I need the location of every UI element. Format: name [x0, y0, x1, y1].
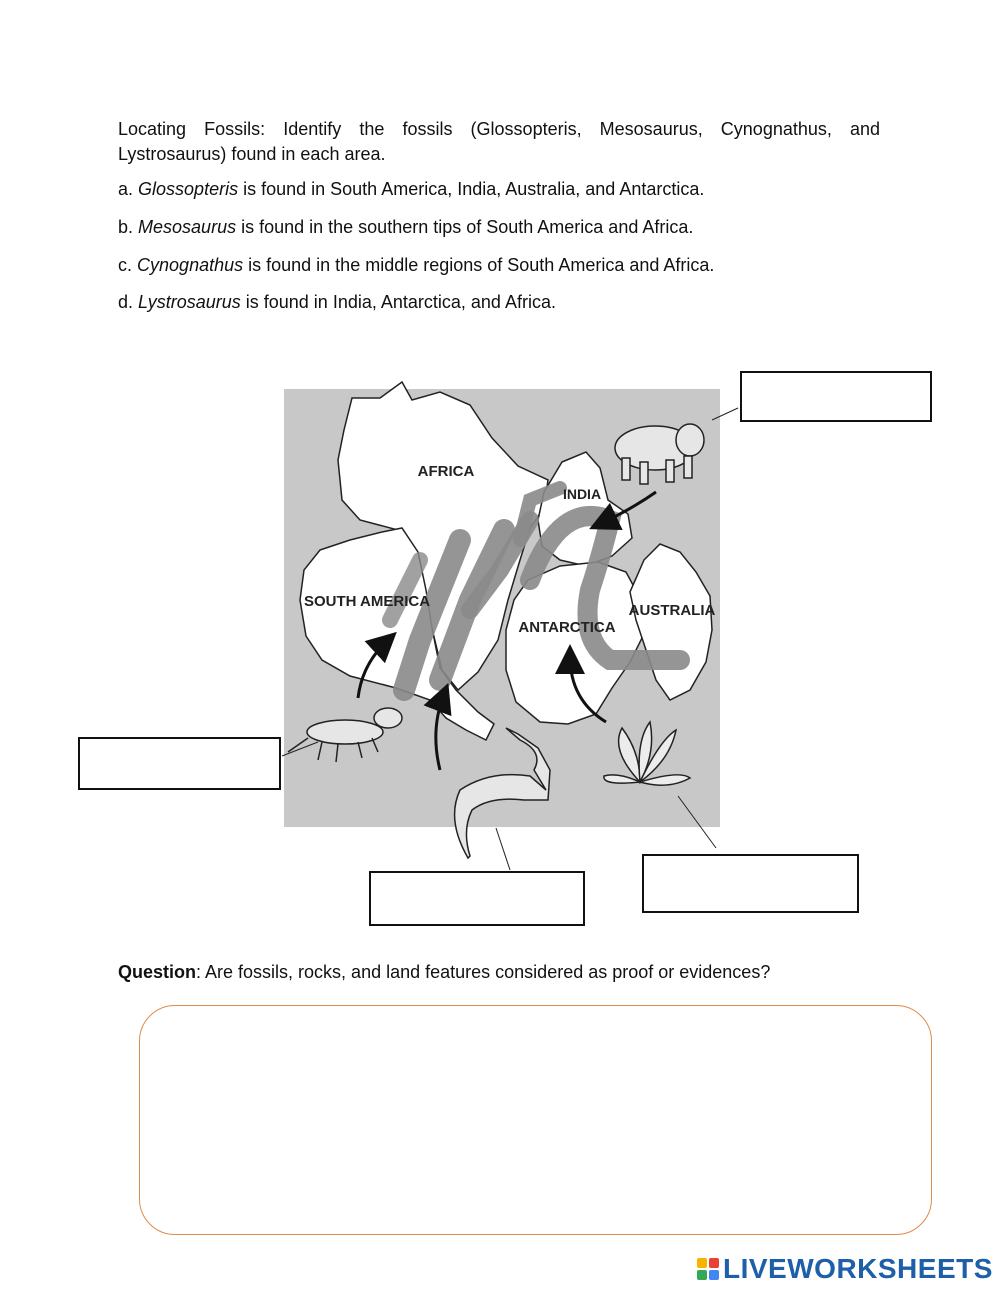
logo-icon — [697, 1258, 719, 1280]
label-south-america: SOUTH AMERICA — [303, 593, 431, 610]
fact-item-a: a. Glossopteris is found in South America, India, Australia, and Antarctica. — [118, 179, 705, 199]
essay-answer-box[interactable] — [139, 1005, 932, 1235]
fact-item-c: c. Cynognathus is found in the middle regions of South America and Africa. — [118, 255, 715, 275]
fact-item-b: b. Mesosaurus is found in the southern tips of South America and Africa. — [118, 217, 694, 237]
question-text: Question: Are fossils, rocks, and land features considered as proof or evidences? — [118, 962, 771, 982]
intro-text: Locating Fossils: Identify the fossils (Glossopteris, Mesosaurus, Cynognathus, and Lystrosaurus) found in each area. — [118, 119, 880, 164]
question-label: Question — [118, 962, 197, 982]
answer-box-glossopteris[interactable] — [642, 854, 859, 913]
leader-line-bottom-center — [496, 828, 510, 870]
label-india: INDIA — [562, 486, 602, 502]
fact-item-d: d. Lystrosaurus is found in India, Antarctica, and Africa. — [118, 292, 556, 312]
answer-box-lystrosaurus[interactable] — [740, 371, 932, 422]
label-africa: AFRICA — [417, 463, 475, 480]
answer-box-mesosaurus[interactable] — [369, 871, 585, 926]
gondwana-map — [0, 360, 1000, 940]
label-antarctica: ANTARCTICA — [518, 619, 616, 636]
label-australia: AUSTRALIA — [628, 602, 716, 619]
answer-box-cynognathus[interactable] — [78, 737, 281, 790]
liveworksheets-logo: LIVEWORKSHEETS — [697, 1252, 993, 1286]
